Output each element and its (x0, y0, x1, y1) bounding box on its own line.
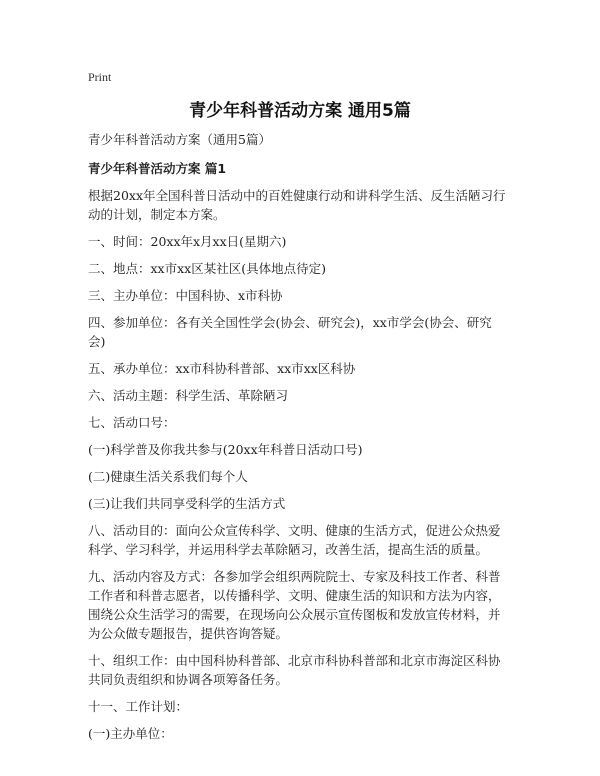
participants-line: 四、参加单位：各有关全国性学会(协会、研究会)，xx市学会(协会、研究会) (88, 315, 492, 349)
page-title: 青少年科普活动方案 通用5篇 (189, 101, 411, 121)
slogan-heading: 七、活动口号： (88, 415, 176, 430)
organization-paragraph: 十、组织工作：由中国科协科普部、北京市科协科普部和北京市海淀区科协共同负责组织和协调各项筹备任务。 (88, 653, 501, 687)
time-line: 一、时间：20xx年x月xx日(星期六) (88, 234, 287, 249)
slogan-item-3: (三)让我们共同享受科学的生活方式 (88, 496, 286, 511)
purpose-paragraph: 八、活动目的：面向公众宣传科学、文明、健康的生活方式，促进公众热爱科学、学习科学，并运用科学去革除陋习，改善生活，提高生活的质量。 (88, 523, 501, 557)
work-plan-heading: 十一、工作计划： (88, 699, 189, 714)
content-paragraph: 九、活动内容及方式：各参加学会组织两院院士、专家及科技工作者、科普工作者和科普志愿者，以传播科学、文明、健康生活的知识和方法为内容，围绕公众生活学习的需要，在现场向公众展示宣传图板和发放宣传材料，并为公众做专题报告，提供咨询答疑。 (88, 569, 501, 641)
document-body (88, 130, 508, 751)
work-plan-item-1: (一)主办单位： (88, 726, 173, 741)
location-line: 二、地点：xx市xx区某社区(具体地点待定) (88, 261, 326, 276)
section-heading: 青少年科普活动方案 篇1 (88, 161, 227, 176)
organizer-line: 五、承办单位：xx市科协科普部、xx市xx区科协 (88, 361, 356, 376)
intro-paragraph: 根据20xx年全国科普日活动中的百姓健康行动和讲科学生活、反生活陋习行动的计划，制定本方案。 (88, 188, 506, 222)
host-line: 三、主办单位：中国科协、x市科协 (88, 288, 283, 303)
slogan-item-2: (二)健康生活关系我们每个人 (88, 469, 248, 484)
print-link[interactable]: Print (88, 70, 112, 84)
theme-line: 六、活动主题：科学生活、革除陋习 (88, 388, 289, 403)
document-subtitle: 青少年科普活动方案（通用5篇） (88, 132, 271, 147)
slogan-item-1: (一)科学普及你我共参与(20xx年科普日活动口号) (88, 442, 363, 457)
